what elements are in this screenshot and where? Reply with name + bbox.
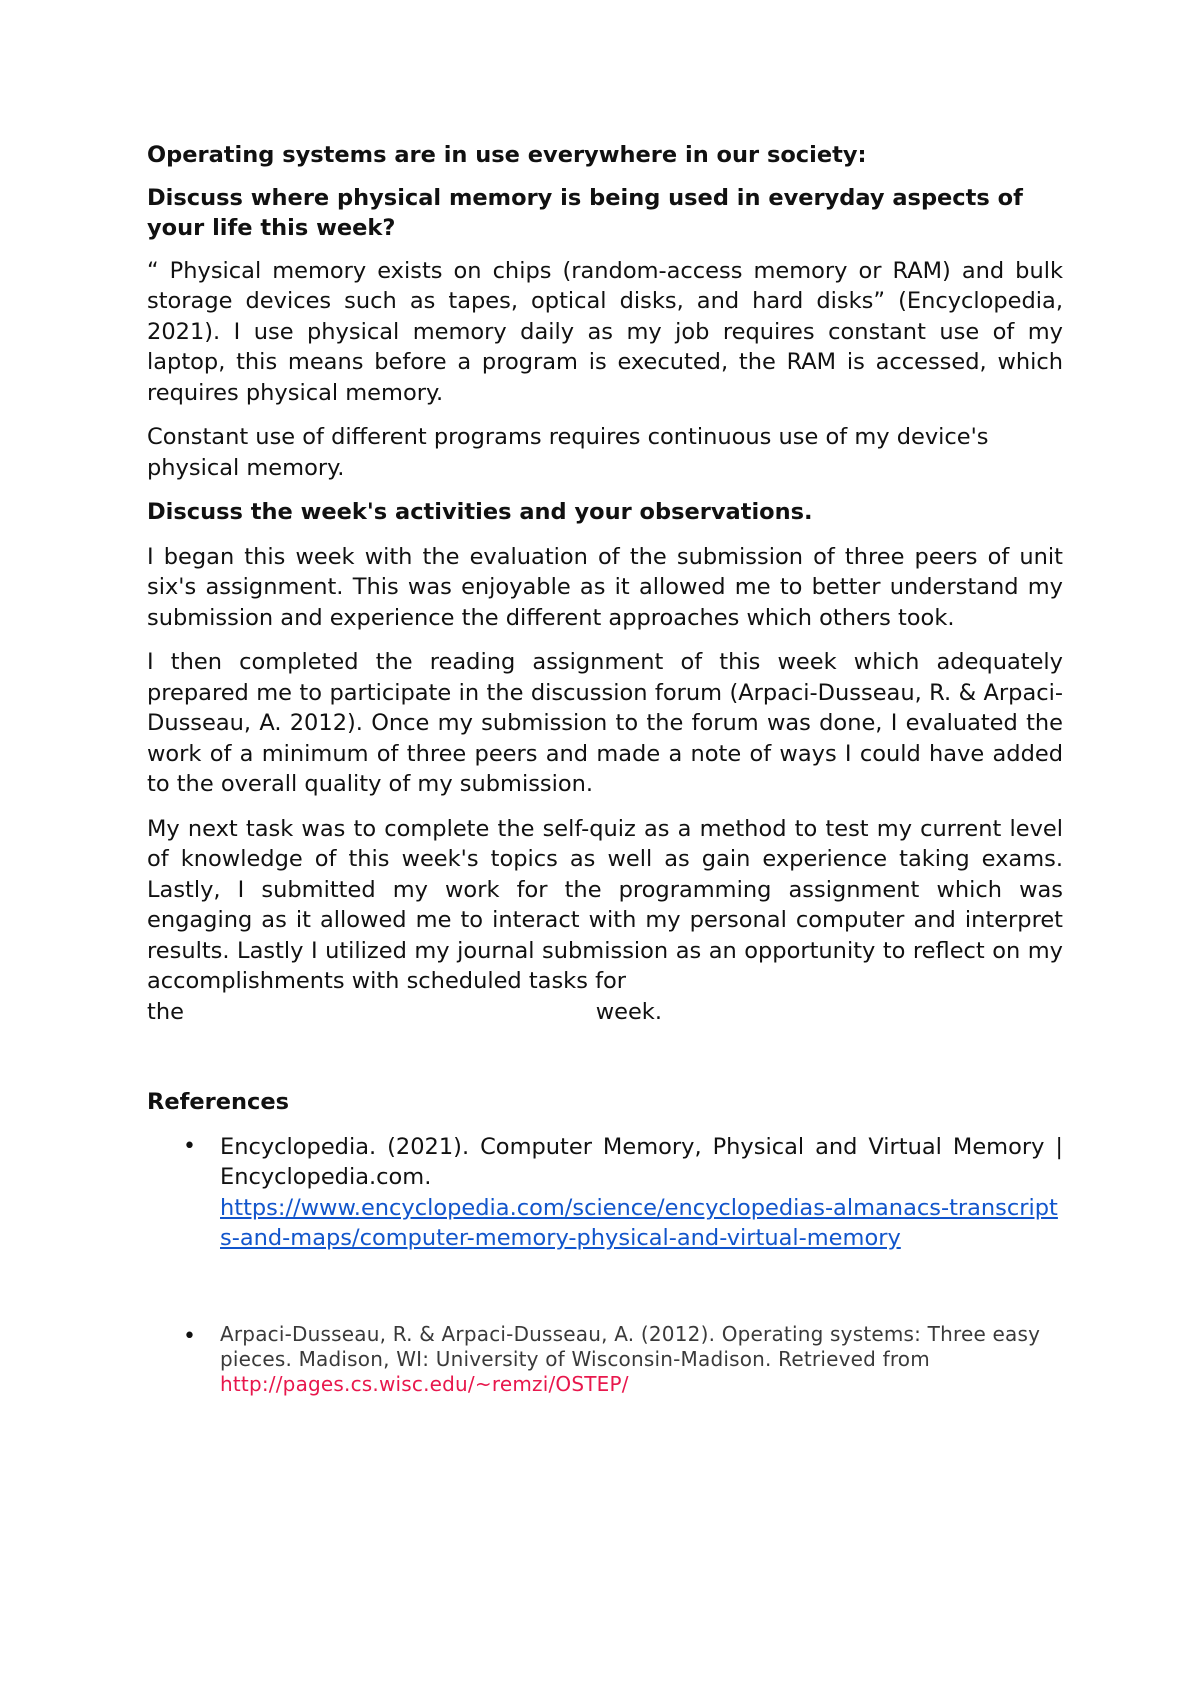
last-line-word-the: the — [147, 998, 184, 1025]
paragraph-reading-assignment: I then completed the reading assignment of this week which adequately prepared me to participate in the discussion forum (Arpaci-Dusseau, R. & Arpaci-Dusseau, A. 2012). Once my submission to the forum was done, I evaluated the work of a minimum of three peers and made a note of ways I could have added to the overall quality of my submission. — [147, 649, 1063, 797]
reference-item-encyclopedia — [147, 1132, 1063, 1254]
reference-encyclopedia-link-line — [220, 1193, 1063, 1254]
paragraph-self-quiz — [147, 814, 1063, 1028]
paragraph-peer-evaluation: I began this week with the evaluation of the submission of three peers of unit six's assignment. This was enjoyable as it allowed me to better understand my submission and experience the different approaches which others took. — [147, 543, 1063, 631]
last-line-word-week: week. — [595, 998, 662, 1025]
reference-encyclopedia-text: Encyclopedia. (2021). Computer Memory, Physical and Virtual Memory | Encyclopedia.com. — [220, 1133, 1063, 1190]
references-heading: References — [147, 1089, 289, 1115]
paragraph-constant-use: Constant use of different programs requires continuous use of my device's physical memory. — [147, 424, 989, 481]
paragraph-physical-memory: “ Physical memory exists on chips (random-access memory or RAM) and bulk storage devices such as tapes, optical disks, and hard disks” (Encyclopedia, 2021). I use physical memory daily as my job requires constant use of my laptop, this means before a program is executed, the RAM is accessed, which requires physical memory. — [147, 257, 1063, 406]
document-page — [147, 140, 1063, 1397]
reference-encyclopedia-link[interactable]: https://www.encyclopedia.com/science/encyclopedias-almanacs-transcripts-and-maps/computer-memory-physical-and-virtual-memory — [220, 1194, 1058, 1251]
paragraph-self-quiz-body: My next task was to complete the self-quiz as a method to test my current level of knowledge of this week's topics as well as gain experience taking exams. Lastly, I submitted my work for the programming assignment which was engaging as it allowed me to interact with my personal computer and interpret results. Lastly I utilized my journal submission as an opportunity to reflect on my accomplishments with scheduled tasks for — [147, 815, 1063, 994]
bullet-icon: • — [183, 1323, 196, 1349]
reference-item-arpaci-dusseau — [147, 1322, 1063, 1397]
heading-week-activities: Discuss the week's activities and your observations. — [147, 499, 813, 525]
bullet-icon: • — [183, 1133, 196, 1159]
paragraph-self-quiz-last-line — [147, 997, 662, 1028]
reference-arpaci-dusseau-citation: Arpaci-Dusseau, R. & Arpaci-Dusseau, A. (2012). Operating systems: Three easy pieces. Madison, WI: University of Wisconsin-Madison. Retrieved from — [220, 1321, 1041, 1371]
reference-arpaci-dusseau-text — [220, 1322, 1063, 1397]
heading-os-everywhere: Operating systems are in use everywhere in our society: — [147, 142, 867, 168]
reference-ostep-link[interactable]: http://pages.cs.wisc.edu/~remzi/OSTEP/ — [220, 1371, 629, 1396]
references-list — [147, 1132, 1063, 1397]
heading-physical-memory-question: Discuss where physical memory is being used in everyday aspects of your life this week? — [147, 184, 1023, 241]
